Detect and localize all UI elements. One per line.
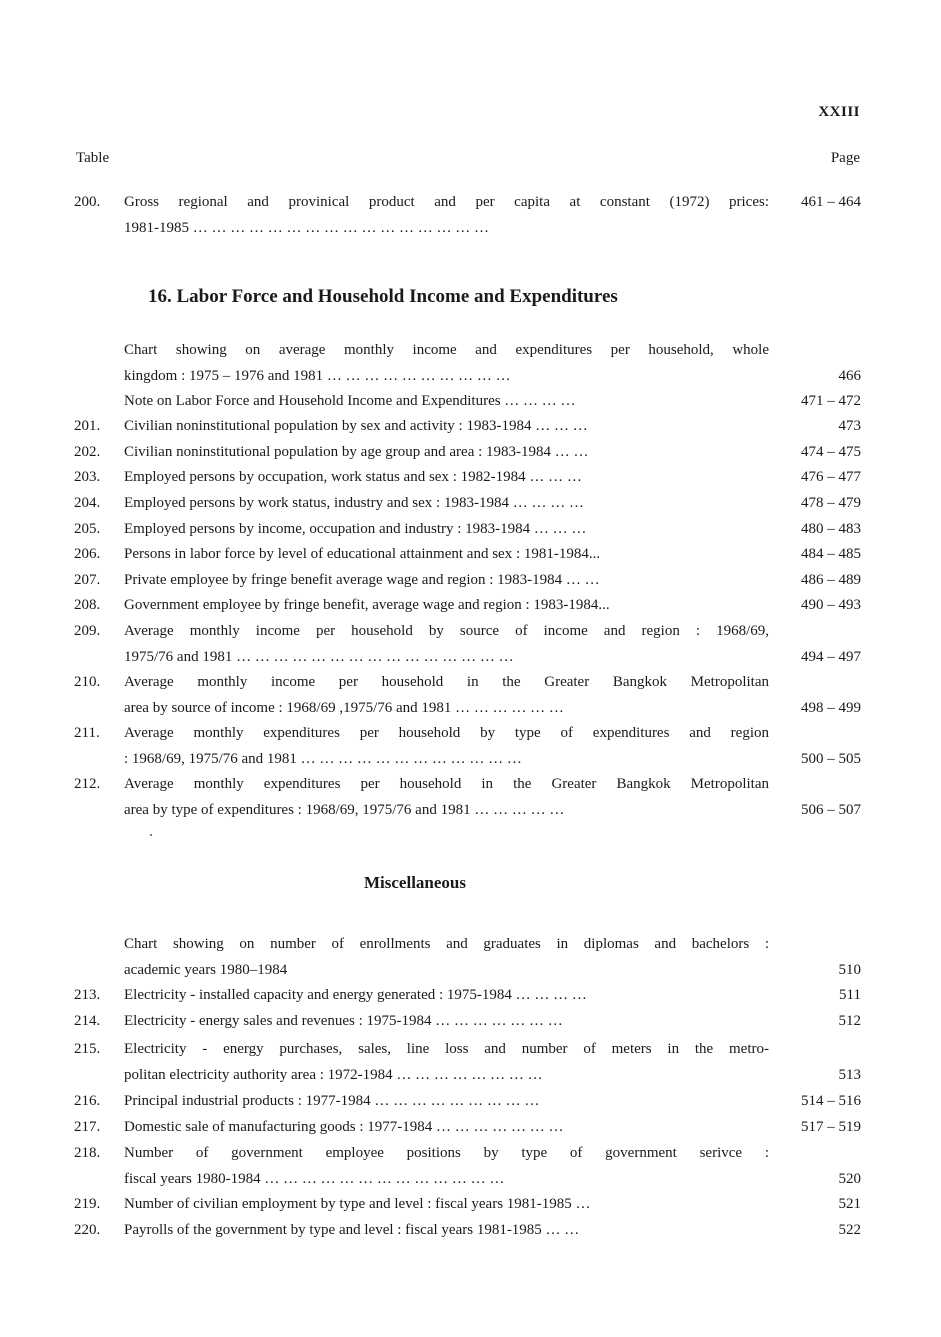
- title-line: Civilian noninstitutional population by age group and area : 1983-1984 … …: [124, 444, 589, 460]
- title-line: Employed persons by income, occupation and industry : 1983-1984 … … …: [124, 521, 587, 537]
- title-line: area by type of expenditures : 1968/69, 1975/76 and 1981 … … … … …: [124, 801, 565, 818]
- title-line: Electricity - energy sales and revenues : 1975-1984 … … … … … … …: [124, 1013, 563, 1029]
- page-reference: 506 – 507: [801, 801, 861, 818]
- title-line: Persons in labor force by level of educational attainment and sex : 1981-1984...: [124, 546, 601, 562]
- page-reference: 510: [838, 961, 861, 978]
- title-line: 1975/76 and 1981 … … … … … … … … … … … … … … …: [124, 648, 514, 665]
- table-title: [124, 1037, 769, 1088]
- title-line: Gross regional and provinical product and per capita at constant (1972) prices:: [124, 194, 769, 210]
- page-reference: 486 – 489: [801, 572, 861, 588]
- table-title: [124, 1141, 769, 1192]
- table-number: 200.: [74, 194, 101, 210]
- table-number: 210.: [74, 674, 101, 690]
- page-reference: 513: [838, 1066, 861, 1083]
- title-line: academic years 1980–1984: [124, 961, 288, 978]
- table-title: [124, 517, 769, 543]
- title-line: Domestic sale of manufacturing goods : 1977-1984 … … … … … … …: [124, 1119, 564, 1135]
- table-number: 211.: [74, 725, 100, 741]
- title-line: Average monthly income per household by source of income and region : 1968/69,: [124, 623, 769, 639]
- title-line: Civilian noninstitutional population by sex and activity : 1983-1984 … … …: [124, 418, 588, 434]
- title-line: Payrolls of the government by type and level : fiscal years 1981-1985 … …: [124, 1222, 580, 1238]
- title-line: Average monthly income per household in the Greater Bangkok Metropolitan: [124, 674, 769, 690]
- table-number: 217.: [74, 1119, 101, 1135]
- page-reference: 512: [838, 1013, 861, 1029]
- table-number: 207.: [74, 572, 101, 588]
- table-number: 203.: [74, 469, 101, 485]
- title-line: area by source of income : 1968/69 ,1975/76 and 1981 … … … … … …: [124, 699, 564, 716]
- table-title: [124, 772, 769, 823]
- table-title: [124, 1218, 769, 1244]
- table-number: 208.: [74, 597, 101, 613]
- table-number: 218.: [74, 1145, 101, 1161]
- page-reference: 474 – 475: [801, 444, 861, 460]
- table-title: [124, 440, 769, 466]
- table-title: [124, 670, 769, 721]
- page-column-header: Page: [830, 150, 860, 166]
- page-reference: 517 – 519: [801, 1119, 861, 1135]
- section-heading-miscellaneous: Miscellaneous: [364, 873, 466, 892]
- table-title: [124, 491, 769, 517]
- table-number: 212.: [74, 776, 101, 792]
- title-line: Chart showing on average monthly income and expenditures per household, whole: [124, 342, 769, 358]
- table-title: [124, 983, 769, 1009]
- table-number: 213.: [74, 987, 101, 1003]
- title-line: kingdom : 1975 – 1976 and 1981 … … … … … … … … … …: [124, 367, 511, 384]
- page-reference: 520: [838, 1170, 861, 1187]
- table-title: [124, 619, 769, 670]
- title-line: Principal industrial products : 1977-1984 … … … … … … … … …: [124, 1093, 540, 1109]
- table-title: [124, 190, 769, 241]
- table-title: [124, 465, 769, 491]
- table-title: [124, 568, 769, 594]
- table-title: [124, 932, 769, 983]
- title-line: Number of government employee positions by type of government serivce :: [124, 1145, 769, 1161]
- page-reference: 500 – 505: [801, 750, 861, 767]
- page-reference: 494 – 497: [801, 648, 861, 665]
- page-reference: 476 – 477: [801, 469, 861, 485]
- title-line: Electricity - installed capacity and energy generated : 1975-1984 … … … …: [124, 987, 587, 1003]
- table-number: 220.: [74, 1222, 101, 1238]
- title-line: Average monthly expenditures per household by type of expenditures and region: [124, 725, 769, 741]
- title-line: 1981-1985 … … … … … … … … … … … … … … … …: [124, 219, 489, 236]
- table-number: 215.: [74, 1041, 101, 1057]
- title-line: Number of civilian employment by type and level : fiscal years 1981-1985 …: [124, 1196, 591, 1212]
- page-reference: 473: [838, 418, 861, 434]
- section-heading-labor-force: 16. Labor Force and Household Income and Expenditures: [148, 286, 618, 307]
- table-column-header: Table: [76, 150, 110, 166]
- page-reference: 478 – 479: [801, 495, 861, 511]
- table-number: 216.: [74, 1093, 101, 1109]
- title-line: politan electricity authority area : 1972-1984 … … … … … … … …: [124, 1066, 543, 1083]
- table-number: 214.: [74, 1013, 101, 1029]
- page-number: XXIII: [818, 104, 860, 120]
- table-number: 206.: [74, 546, 101, 562]
- title-line: : 1968/69, 1975/76 and 1981 … … … … … … … … … … … …: [124, 750, 522, 767]
- table-title: [124, 389, 769, 415]
- page-reference: 514 – 516: [801, 1093, 861, 1109]
- title-line: Employed persons by occupation, work status and sex : 1982-1984 … … …: [124, 469, 582, 485]
- table-number: 201.: [74, 418, 101, 434]
- table-title: [124, 1115, 769, 1141]
- page-reference: 461 – 464: [801, 194, 861, 210]
- title-line: Electricity - energy purchases, sales, line loss and number of meters in the metro-: [124, 1041, 769, 1057]
- table-title: [124, 721, 769, 772]
- table-title: [124, 1089, 769, 1115]
- page-reference: 466: [838, 367, 861, 384]
- page-reference: 511: [839, 987, 861, 1003]
- table-title: [124, 542, 769, 568]
- title-line: Note on Labor Force and Household Income and Expenditures … … … …: [124, 393, 576, 409]
- table-number: 204.: [74, 495, 101, 511]
- stray-mark: [150, 834, 152, 836]
- table-number: 219.: [74, 1196, 101, 1212]
- page-reference: 471 – 472: [801, 393, 861, 409]
- table-title: [124, 593, 769, 619]
- table-title: [124, 338, 769, 389]
- table-number: 205.: [74, 521, 101, 537]
- page-reference: 490 – 493: [801, 597, 861, 613]
- page-reference: 522: [838, 1222, 861, 1238]
- page-reference: 498 – 499: [801, 699, 861, 716]
- title-line: Chart showing on number of enrollments and graduates in diplomas and bachelors :: [124, 936, 769, 952]
- title-line: Private employee by fringe benefit average wage and region : 1983-1984 … …: [124, 572, 600, 588]
- title-line: Employed persons by work status, industry and sex : 1983-1984 … … … …: [124, 495, 584, 511]
- page-reference: 484 – 485: [801, 546, 861, 562]
- table-title: [124, 414, 769, 440]
- title-line: fiscal years 1980-1984 … … … … … … … … … … … … …: [124, 1170, 505, 1187]
- table-title: [124, 1192, 769, 1218]
- title-line: Average monthly expenditures per household in the Greater Bangkok Metropolitan: [124, 776, 769, 792]
- table-number: 209.: [74, 623, 101, 639]
- title-line: Government employee by fringe benefit, average wage and region : 1983-1984...: [124, 597, 610, 613]
- table-number: 202.: [74, 444, 101, 460]
- page-reference: 521: [838, 1196, 861, 1212]
- table-title: [124, 1009, 769, 1035]
- page-reference: 480 – 483: [801, 521, 861, 537]
